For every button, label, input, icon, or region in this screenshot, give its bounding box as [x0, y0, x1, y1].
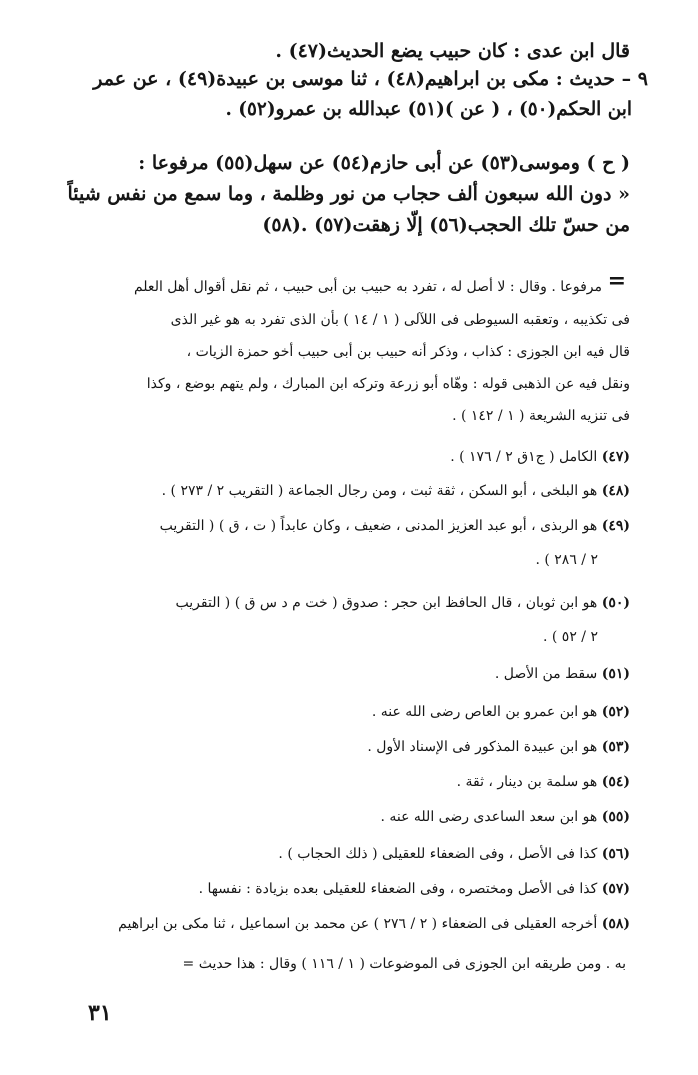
- footnote-text: هو ابن سعد الساعدى رضى الله عنه .: [380, 809, 598, 825]
- footnote: [495, 663, 630, 685]
- footnote-number: (٥١): [601, 666, 630, 682]
- footnote-text: هو ابن ثوبان ، قال الحافظ ابن حجر : صدوق ( خت م د س ق ) ( التقريب: [175, 595, 598, 611]
- continued-note-line: فى تكذيبه ، وتعقبه السيوطى فى اللآلى ( ١ / ١٤ ) بأن الذى تفرد به هو غير الذى: [170, 312, 630, 328]
- main-text-line: ابن الحكم(٥٠) ، ( عن )(٥١) عبدالله بن عمرو(٥٢) .: [225, 98, 632, 120]
- continued-note-line: ونقل فيه عن الذهبى قوله : وهّاه أبو زرعة وتركه ابن المبارك ، ولم يتهم بوضع ، وكذا: [146, 376, 630, 392]
- continued-note-line: قال فيه ابن الجوزى : كذاب ، وذكر أنه حبيب بن أبى حبيب أخو حمزة الزيات ،: [186, 344, 630, 360]
- footnote-continuation: ٢ / ٥٢ ) .: [542, 629, 598, 645]
- main-text-line: قال ابن عدى : كان حبيب يضع الحديث(٤٧) .: [275, 40, 630, 62]
- footnote-number: (٥٨): [601, 916, 630, 932]
- footnote-number: (٥٠): [601, 595, 630, 611]
- footnote-number: (٥٤): [601, 774, 630, 790]
- footnote-text: هو الربذى ، أبو عبد العزيز المدنى ، ضعيف ، وكان عابداً ( ت ، ق ) ( التقريب: [159, 518, 598, 534]
- footnote-continuation: ٢ / ٢٨٦ ) .: [535, 552, 598, 568]
- continuation-symbol: =: [607, 268, 626, 294]
- footnote: [176, 592, 630, 614]
- footnote: [160, 515, 630, 537]
- main-text-line: من حسّ تلك الحجب(٥٦) إلّا زهقت(٥٧) .(٥٨): [262, 214, 630, 236]
- continued-note-line: مرفوعا . وقال : لا أصل له ، تفرد به حبيب بن أبى حبيب ، ثم نقل أقوال أهل العلم: [133, 279, 602, 295]
- footnote-number: (٤٨): [601, 483, 630, 499]
- footnote-text: كذا فى الأصل ، وفى الضعفاء للعقيلى ( ذلك الحجاب ) .: [278, 846, 598, 862]
- footnote: [367, 736, 630, 758]
- main-text-line: ٩ – حديث : مكى بن ابراهيم(٤٨) ، ثنا موسى بن عبيدة(٤٩) ، عن عمر: [93, 68, 648, 90]
- footnote-number: (٥٣): [601, 739, 630, 755]
- footnote-text: سقط من الأصل .: [494, 666, 598, 682]
- footnote-number: (٤٧): [601, 449, 630, 465]
- footnote-text: أخرجه العقيلى فى الضعفاء ( ٢ / ٢٧٦ ) عن محمد بن اسماعيل ، ثنا مكى بن ابراهيم: [118, 916, 598, 932]
- main-text-line: ( ح ) وموسى(٥٣) عن أبى حازم(٥٤) عن سهل(٥٥) مرفوعا :: [138, 152, 630, 174]
- footnote-text: هو سلمة بن دينار ، ثقة .: [456, 774, 598, 790]
- footnote: [162, 480, 630, 502]
- main-text-line: « دون الله سبعون ألف حجاب من نور وظلمة ، وما سمع من نفس شيئاً: [67, 183, 630, 205]
- footnote-continuation: به . ومن طريقه ابن الجوزى فى الموضوعات ( ١ / ١١٦ ) وقال : هذا حديث =: [182, 956, 626, 972]
- footnote: [380, 806, 630, 828]
- footnote-text: هو البلخى ، أبو السكن ، ثقة ثبت ، ومن رجال الجماعة ( التقريب ٢ / ٢٧٣ ) .: [161, 483, 598, 499]
- footnote: [457, 771, 630, 793]
- continued-note-line: فى تنزيه الشريعة ( ١ / ١٤٢ ) .: [452, 408, 630, 424]
- footnote: [278, 843, 630, 865]
- footnote-number: (٥٦): [601, 846, 630, 862]
- footnote-text: هو ابن عمرو بن العاص رضى الله عنه .: [371, 704, 598, 720]
- footnote-number: (٤٩): [601, 518, 630, 534]
- footnote: [450, 446, 630, 468]
- footnote: [372, 701, 630, 723]
- footnote: [118, 913, 630, 935]
- footnote: [199, 878, 630, 900]
- footnote-number: (٥٥): [601, 809, 630, 825]
- footnote-text: الكامل ( ج١ق ٢ / ١٧٦ ) .: [450, 449, 598, 465]
- footnote-text: كذا فى الأصل ومختصره ، وفى الضعفاء للعقيلى بعده بزيادة : نفسها .: [198, 881, 598, 897]
- footnote-number: (٥٧): [601, 881, 630, 897]
- page-number: ٣١: [88, 1000, 112, 1026]
- footnote-number: (٥٢): [601, 704, 630, 720]
- footnote-text: هو ابن عبيدة المذكور فى الإسناد الأول .: [367, 739, 598, 755]
